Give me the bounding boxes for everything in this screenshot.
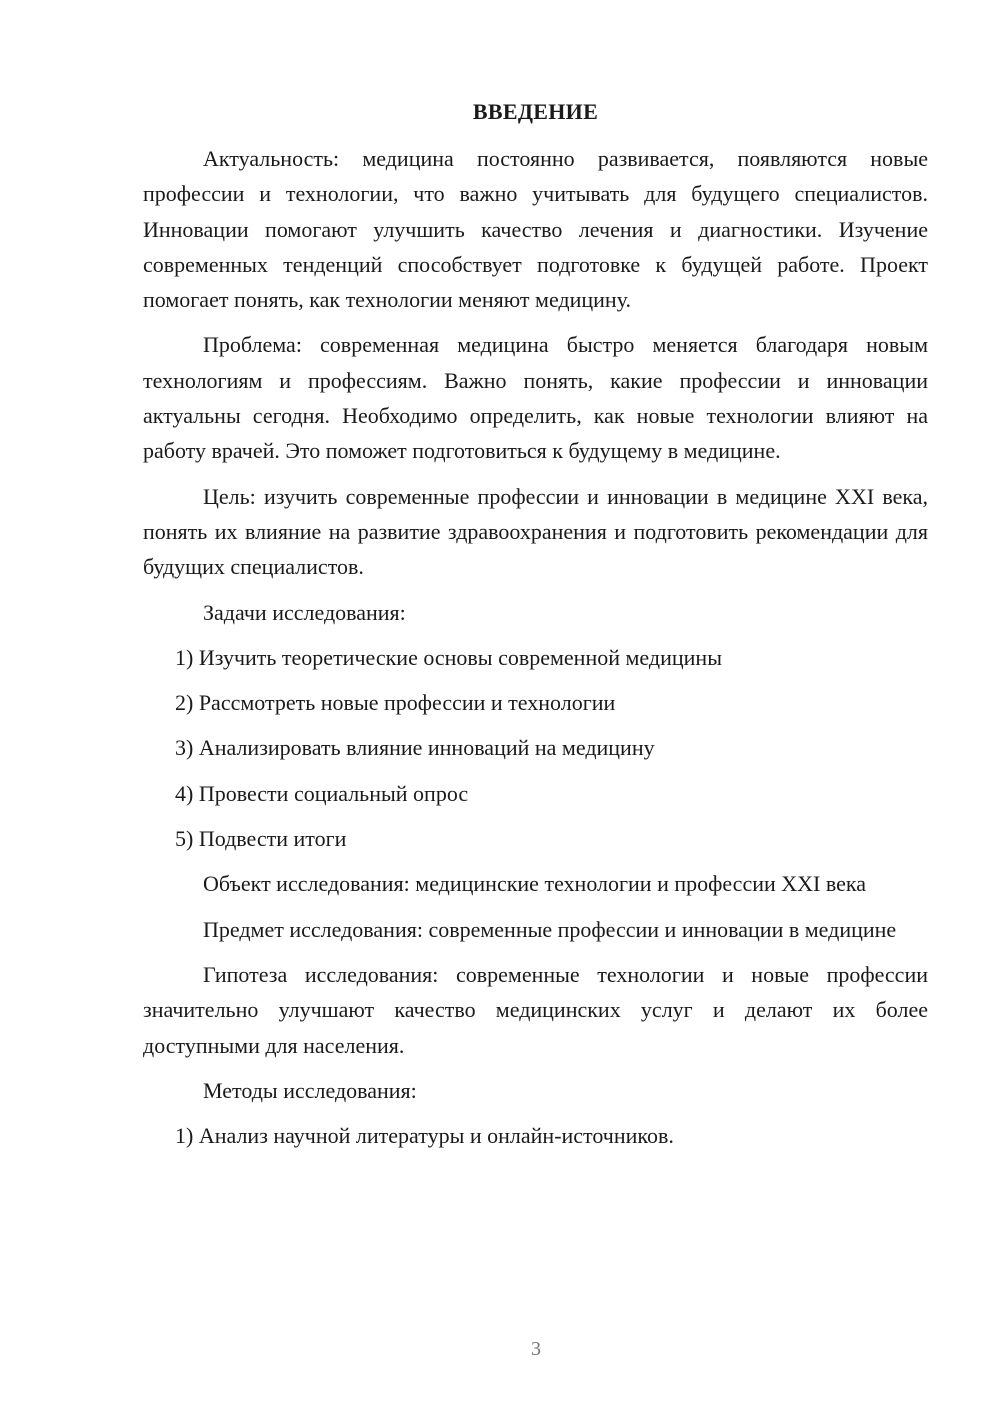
relevance-paragraph: Актуальность: медицина постоянно развивается, появляются новые профессии и технологии, что важно учитывать для будущего специалистов. Инновации помогают улучшить качество лечения и диагностики. Изучение современных тенденций способствует подготовке к будущей работе. Проект помогает понять, как технологии меняют медицину.: [143, 146, 928, 313]
page-content: [143, 94, 928, 1163]
task-item: 2) Рассмотреть новые профессии и технологии: [175, 690, 616, 716]
task-item: 4) Провести социальный опрос: [175, 780, 469, 806]
problem-paragraph: Проблема: современная медицина быстро меняется благодаря новым технологиям и профессиям. Важно понять, какие профессии и инновации актуальны сегодня. Необходимо определить, как новые технологии влияют на работу врачей. Это поможет подготовиться к будущему в медицине.: [143, 332, 928, 464]
subject-paragraph: Предмет исследования: современные профессии и инновации в медицине: [203, 916, 897, 942]
task-item: 1) Изучить теоретические основы современной медицины: [175, 644, 722, 670]
tasks-heading: Задачи исследования:: [203, 599, 406, 625]
goal-paragraph: Цель: изучить современные профессии и инновации в медицине XXI века, понять их влияние на развитие здравоохранения и подготовить рекомендации для будущих специалистов.: [143, 483, 928, 580]
task-item: 5) Подвести итоги: [175, 826, 347, 852]
section-title: ВВЕДЕНИЕ: [472, 99, 599, 124]
method-item: 1) Анализ научной литературы и онлайн-источников.: [175, 1123, 674, 1149]
object-paragraph: Объект исследования: медицинские технологии и профессии XXI века: [203, 871, 867, 897]
page-number: 3: [531, 1338, 541, 1360]
methods-heading: Методы исследования:: [203, 1077, 417, 1103]
task-item: 3) Анализировать влияние инноваций на медицину: [175, 735, 655, 761]
hypothesis-paragraph: Гипотеза исследования: современные технологии и новые профессии значительно улучшают качество медицинских услуг и делают их более доступными для населения.: [143, 961, 928, 1058]
